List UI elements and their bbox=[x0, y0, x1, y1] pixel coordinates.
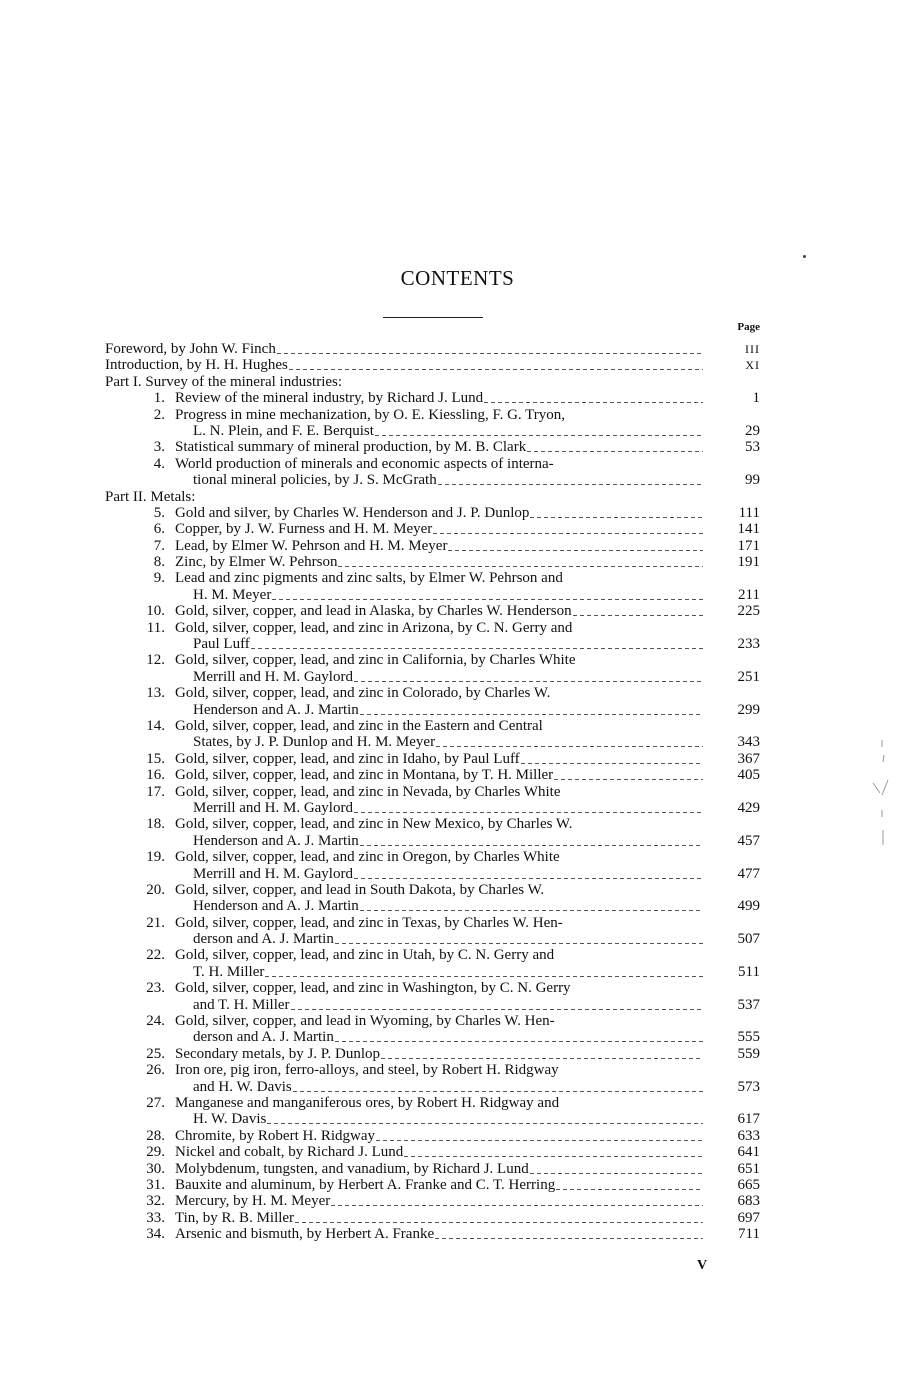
toc-row bbox=[0, 997, 915, 1013]
toc-row bbox=[0, 603, 915, 619]
entry-title[interactable]: Zinc, by Elmer W. Pehrson bbox=[175, 554, 338, 571]
toc-row bbox=[0, 849, 915, 865]
toc-row bbox=[0, 390, 915, 406]
entry-line[interactable] bbox=[193, 587, 703, 603]
entry-title[interactable]: Copper, by J. W. Furness and H. M. Meyer bbox=[175, 521, 433, 538]
entry-title[interactable]: Secondary metals, by J. P. Dunlop bbox=[175, 1045, 380, 1062]
leader-dots bbox=[272, 587, 703, 603]
toc-row bbox=[0, 915, 915, 931]
entry-title[interactable]: Henderson and A. J. Martin bbox=[193, 898, 359, 915]
entry-line[interactable] bbox=[175, 1210, 703, 1226]
entry-title[interactable]: Gold, silver, copper, lead, and zinc in Utah, by C. N. Gerry and bbox=[175, 947, 555, 964]
ink-speck bbox=[803, 255, 806, 258]
entry-number: 20. bbox=[146, 881, 165, 898]
toc-row bbox=[0, 489, 915, 505]
page-number[interactable]: 683 bbox=[737, 1193, 760, 1210]
entry-number: 23. bbox=[146, 980, 165, 997]
leader-dots bbox=[293, 1079, 703, 1095]
page-number[interactable]: 1 bbox=[752, 390, 760, 407]
toc-row bbox=[0, 1177, 915, 1193]
toc-row bbox=[0, 800, 915, 816]
page-number[interactable]: 665 bbox=[737, 1176, 760, 1193]
entry-title[interactable]: Progress in mine mechanization, by O. E. Kiessling, F. G. Tryon, bbox=[175, 406, 566, 423]
entry-title[interactable]: Statistical summary of mineral production, by M. B. Clark bbox=[175, 439, 527, 456]
entry-number: 24. bbox=[146, 1013, 165, 1030]
entry-line[interactable] bbox=[175, 1128, 703, 1144]
entry-line[interactable] bbox=[193, 931, 703, 947]
entry-number: 18. bbox=[146, 816, 165, 833]
page-number[interactable]: 29 bbox=[745, 422, 760, 439]
toc-row bbox=[0, 1128, 915, 1144]
entry-line[interactable] bbox=[175, 521, 703, 537]
page-title: CONTENTS bbox=[400, 266, 515, 290]
entry-number: 6. bbox=[153, 521, 165, 538]
entry-line[interactable] bbox=[175, 554, 703, 570]
entry-line[interactable] bbox=[175, 439, 703, 455]
page-number[interactable]: 225 bbox=[737, 603, 760, 620]
entry-line[interactable] bbox=[193, 734, 703, 750]
leader-dots bbox=[436, 734, 703, 750]
toc-row bbox=[0, 505, 915, 521]
entry-line[interactable] bbox=[193, 800, 703, 816]
toc-row bbox=[0, 570, 915, 586]
entry-number: 4. bbox=[153, 455, 165, 472]
entry-title[interactable]: Gold, silver, copper, lead, and zinc in Montana, by T. H. Miller bbox=[175, 767, 554, 784]
page-column-header: Page bbox=[737, 321, 760, 333]
entry-title[interactable]: Lead and zinc pigments and zinc salts, by Elmer W. Pehrson and bbox=[175, 570, 563, 587]
entry-title[interactable]: Gold, silver, copper, lead, and zinc in New Mexico, by Charles W. bbox=[175, 816, 573, 833]
entry-title[interactable]: Introduction, by H. H. Hughes bbox=[105, 357, 288, 374]
entry-title[interactable]: and H. W. Davis bbox=[193, 1078, 292, 1095]
entry-line[interactable] bbox=[193, 1029, 703, 1045]
toc-list bbox=[0, 341, 915, 1242]
entry-line[interactable] bbox=[193, 997, 703, 1013]
entry-number: 33. bbox=[146, 1209, 165, 1226]
entry-line[interactable] bbox=[175, 505, 703, 521]
leader-dots bbox=[354, 669, 703, 685]
entry-number: 11. bbox=[146, 619, 165, 636]
toc-row bbox=[0, 521, 915, 537]
toc-row bbox=[0, 1095, 915, 1111]
leader-dots bbox=[530, 1161, 703, 1177]
page-number[interactable]: 141 bbox=[737, 521, 760, 538]
page-number[interactable]: 641 bbox=[737, 1144, 760, 1161]
entry-number: 9. bbox=[153, 570, 165, 587]
leader-dots bbox=[381, 1046, 703, 1062]
entry-number: 15. bbox=[146, 750, 165, 767]
page-number[interactable]: 251 bbox=[737, 668, 760, 685]
entry-title[interactable]: tional mineral policies, by J. S. McGrath bbox=[193, 472, 437, 489]
page-number[interactable]: 555 bbox=[737, 1029, 760, 1046]
entry-line[interactable] bbox=[193, 964, 703, 980]
entry-line[interactable] bbox=[175, 538, 703, 554]
toc-row bbox=[0, 964, 915, 980]
page-number[interactable]: 367 bbox=[737, 750, 760, 767]
entry-number: 8. bbox=[153, 554, 165, 571]
entry-title[interactable]: Gold, silver, copper, and lead in Wyoming, by Charles W. Hen- bbox=[175, 1013, 555, 1030]
entry-line[interactable] bbox=[175, 1193, 703, 1209]
entry-title[interactable]: Gold, silver, copper, lead, and zinc in Oregon, by Charles White bbox=[175, 849, 560, 866]
entry-title[interactable]: T. H. Miller bbox=[193, 963, 265, 980]
entry-number: 27. bbox=[146, 1094, 165, 1111]
entry-title[interactable]: Chromite, by Robert H. Ridgway bbox=[175, 1127, 375, 1144]
toc-row bbox=[0, 341, 915, 357]
entry-title[interactable]: Iron ore, pig iron, ferro-alloys, and steel, by Robert H. Ridgway bbox=[175, 1062, 559, 1079]
entry-number: 12. bbox=[146, 652, 165, 669]
page-number[interactable]: 651 bbox=[737, 1160, 760, 1177]
entry-number: 26. bbox=[146, 1062, 165, 1079]
toc-row bbox=[0, 456, 915, 472]
toc-row bbox=[0, 587, 915, 603]
leader-dots bbox=[521, 751, 703, 767]
page-number[interactable]: 111 bbox=[738, 504, 760, 521]
page-number[interactable]: 537 bbox=[737, 996, 760, 1013]
leader-dots bbox=[375, 423, 703, 439]
leader-dots bbox=[360, 702, 703, 718]
entry-line[interactable] bbox=[175, 767, 703, 783]
entry-title[interactable]: Review of the mineral industry, by Richard J. Lund bbox=[175, 390, 484, 407]
toc-row bbox=[0, 1210, 915, 1226]
toc-row bbox=[0, 669, 915, 685]
page-number[interactable]: 299 bbox=[737, 701, 760, 718]
leader-dots bbox=[556, 1177, 703, 1193]
entry-number: 1. bbox=[153, 390, 165, 407]
entry-title[interactable]: Gold, silver, copper, lead, and zinc in the Eastern and Central bbox=[175, 717, 543, 734]
toc-row bbox=[0, 357, 915, 373]
leader-dots bbox=[433, 521, 703, 537]
part-heading: Part II. Metals: bbox=[105, 488, 196, 505]
entry-title[interactable]: Merrill and H. M. Gaylord bbox=[193, 865, 353, 882]
toc-row bbox=[0, 1226, 915, 1242]
page-number[interactable]: 499 bbox=[737, 898, 760, 915]
leader-dots bbox=[335, 1029, 703, 1045]
leader-dots bbox=[360, 898, 703, 914]
leader-dots bbox=[335, 931, 703, 947]
page-number[interactable]: 191 bbox=[737, 554, 760, 571]
entry-line[interactable] bbox=[193, 898, 703, 914]
page-number[interactable]: 171 bbox=[737, 537, 760, 554]
leader-dots bbox=[438, 472, 703, 488]
entry-title[interactable]: L. N. Plein, and F. E. Berquist bbox=[193, 422, 374, 439]
entry-line[interactable] bbox=[105, 357, 703, 373]
entry-line[interactable] bbox=[175, 603, 703, 619]
page-folio: V bbox=[696, 1258, 708, 1273]
entry-line[interactable] bbox=[193, 423, 703, 439]
toc-row bbox=[0, 472, 915, 488]
leader-dots bbox=[251, 636, 703, 652]
entry-line[interactable] bbox=[193, 472, 703, 488]
leader-dots bbox=[484, 390, 703, 406]
entry-line[interactable] bbox=[175, 1177, 703, 1193]
entry-title[interactable]: derson and A. J. Martin bbox=[193, 1029, 334, 1046]
page-number[interactable]: III bbox=[745, 342, 760, 356]
entry-line[interactable] bbox=[175, 1161, 703, 1177]
entry-title[interactable]: Gold, silver, copper, and lead in Alaska, by Charles W. Henderson bbox=[175, 603, 572, 620]
entry-title[interactable]: Tin, by R. B. Miller bbox=[175, 1209, 295, 1226]
leader-dots bbox=[554, 767, 703, 783]
page-number[interactable]: 477 bbox=[737, 865, 760, 882]
entry-line[interactable] bbox=[175, 1046, 703, 1062]
title-rule bbox=[383, 317, 483, 318]
toc-row bbox=[0, 1029, 915, 1045]
entry-title[interactable]: Gold and silver, by Charles W. Henderson and J. P. Dunlop bbox=[175, 504, 530, 521]
toc-row bbox=[0, 1013, 915, 1029]
page-number[interactable]: XI bbox=[745, 358, 760, 373]
entry-title[interactable]: H. M. Meyer bbox=[193, 586, 272, 603]
entry-title[interactable]: and T. H. Miller bbox=[193, 996, 290, 1013]
entry-title[interactable]: Gold, silver, copper, lead, and zinc in Colorado, by Charles W. bbox=[175, 685, 551, 702]
leader-dots bbox=[295, 1210, 703, 1226]
entry-number: 13. bbox=[146, 685, 165, 702]
entry-title[interactable]: Gold, silver, copper, lead, and zinc in Washington, by C. N. Gerry bbox=[175, 980, 571, 997]
entry-number: 34. bbox=[146, 1226, 165, 1243]
entry-number: 28. bbox=[146, 1127, 165, 1144]
leader-dots bbox=[354, 800, 703, 816]
entry-title[interactable]: H. W. Davis bbox=[193, 1111, 267, 1128]
margin-marks bbox=[868, 735, 898, 850]
page-number[interactable]: 429 bbox=[737, 799, 760, 816]
toc-row bbox=[0, 620, 915, 636]
entry-title[interactable]: Bauxite and aluminum, by Herbert A. Franke and C. T. Herring bbox=[175, 1176, 556, 1193]
leader-dots bbox=[530, 505, 703, 521]
entry-title[interactable]: Henderson and A. J. Martin bbox=[193, 701, 359, 718]
toc-row bbox=[0, 1111, 915, 1127]
toc-row bbox=[0, 554, 915, 570]
toc-row bbox=[0, 407, 915, 423]
entry-number: 17. bbox=[146, 783, 165, 800]
page-number[interactable]: 99 bbox=[745, 472, 760, 489]
toc-row bbox=[0, 636, 915, 652]
toc-row bbox=[0, 439, 915, 455]
toc-row bbox=[0, 866, 915, 882]
entry-title[interactable]: Gold, silver, copper, lead, and zinc in California, by Charles White bbox=[175, 652, 576, 669]
entry-number: 22. bbox=[146, 947, 165, 964]
toc-row bbox=[0, 898, 915, 914]
leader-dots bbox=[360, 833, 703, 849]
entry-line[interactable] bbox=[193, 702, 703, 718]
entry-number: 25. bbox=[146, 1045, 165, 1062]
entry-number: 5. bbox=[153, 504, 165, 521]
toc-row bbox=[0, 734, 915, 750]
entry-title[interactable]: Foreword, by John W. Finch bbox=[105, 341, 276, 357]
page-number[interactable]: 697 bbox=[737, 1209, 760, 1226]
toc-row bbox=[0, 980, 915, 996]
leader-dots bbox=[289, 357, 703, 373]
page-number[interactable]: 405 bbox=[737, 767, 760, 784]
toc-row bbox=[0, 1046, 915, 1062]
toc-row bbox=[0, 423, 915, 439]
entry-line[interactable] bbox=[175, 1226, 703, 1242]
entry-line[interactable] bbox=[105, 341, 703, 357]
toc-row bbox=[0, 685, 915, 701]
entry-title[interactable]: Merrill and H. M. Gaylord bbox=[193, 668, 353, 685]
toc-row bbox=[0, 784, 915, 800]
entry-number: 30. bbox=[146, 1160, 165, 1177]
entry-line[interactable] bbox=[193, 1111, 703, 1127]
entry-title[interactable]: Molybdenum, tungsten, and vanadium, by Richard J. Lund bbox=[175, 1160, 529, 1177]
page-number[interactable]: 559 bbox=[737, 1045, 760, 1062]
toc-row bbox=[0, 374, 915, 390]
page-number[interactable]: 233 bbox=[737, 636, 760, 653]
entry-number: 14. bbox=[146, 717, 165, 734]
entry-title[interactable]: Gold, silver, copper, lead, and zinc in Nevada, by Charles White bbox=[175, 783, 561, 800]
entry-title[interactable]: Mercury, by H. M. Meyer bbox=[175, 1193, 331, 1210]
entry-title[interactable]: Gold, silver, copper, lead, and zinc in Texas, by Charles W. Hen- bbox=[175, 914, 563, 931]
entry-title[interactable]: Nickel and cobalt, by Richard J. Lund bbox=[175, 1144, 404, 1161]
leader-dots bbox=[338, 554, 703, 570]
toc-row bbox=[0, 751, 915, 767]
entry-line[interactable] bbox=[193, 833, 703, 849]
toc-row bbox=[0, 1079, 915, 1095]
entry-line[interactable] bbox=[175, 390, 703, 406]
page-number[interactable]: 511 bbox=[738, 963, 760, 980]
page-number[interactable]: 343 bbox=[737, 734, 760, 751]
entry-number: 32. bbox=[146, 1193, 165, 1210]
leader-dots bbox=[277, 341, 703, 357]
toc-row bbox=[0, 718, 915, 734]
entry-line[interactable] bbox=[175, 1144, 703, 1160]
leader-dots bbox=[354, 866, 703, 882]
leader-dots bbox=[404, 1144, 703, 1160]
entry-title[interactable]: Gold, silver, copper, lead, and zinc in Idaho, by Paul Luff bbox=[175, 750, 520, 767]
toc-row bbox=[0, 652, 915, 668]
entry-title[interactable]: Manganese and manganiferous ores, by Robert H. Ridgway and bbox=[175, 1094, 560, 1111]
entry-title[interactable]: Gold, silver, copper, lead, and zinc in Arizona, by C. N. Gerry and bbox=[175, 619, 573, 636]
leader-dots bbox=[573, 603, 703, 619]
toc-row bbox=[0, 1193, 915, 1209]
leader-dots bbox=[527, 439, 703, 455]
entry-title[interactable]: Merrill and H. M. Gaylord bbox=[193, 799, 353, 816]
entry-number: 2. bbox=[153, 406, 165, 423]
entry-number: 19. bbox=[146, 849, 165, 866]
toc-row bbox=[0, 702, 915, 718]
entry-number: 29. bbox=[146, 1144, 165, 1161]
toc-row bbox=[0, 1062, 915, 1078]
toc-row bbox=[0, 1144, 915, 1160]
entry-number: 21. bbox=[146, 914, 165, 931]
entry-title[interactable]: Henderson and A. J. Martin bbox=[193, 832, 359, 849]
toc-row bbox=[0, 947, 915, 963]
entry-title[interactable]: Gold, silver, copper, and lead in South Dakota, by Charles W. bbox=[175, 881, 545, 898]
entry-number: 31. bbox=[146, 1176, 165, 1193]
toc-row bbox=[0, 767, 915, 783]
page-number[interactable]: 633 bbox=[737, 1127, 760, 1144]
leader-dots bbox=[448, 538, 703, 554]
page-number[interactable]: 457 bbox=[737, 832, 760, 849]
entry-number: 3. bbox=[153, 439, 165, 456]
page-number[interactable]: 711 bbox=[738, 1226, 760, 1243]
entry-line[interactable] bbox=[193, 636, 703, 652]
entry-title[interactable]: Paul Luff bbox=[193, 636, 250, 653]
toc-row bbox=[0, 882, 915, 898]
leader-dots bbox=[265, 964, 703, 980]
toc-row bbox=[0, 833, 915, 849]
entry-number: 16. bbox=[146, 767, 165, 784]
entry-line[interactable] bbox=[193, 669, 703, 685]
leader-dots bbox=[331, 1193, 703, 1209]
entry-number: 10. bbox=[146, 603, 165, 620]
page-number[interactable]: 617 bbox=[737, 1111, 760, 1128]
leader-dots bbox=[291, 997, 703, 1013]
entry-title[interactable]: Lead, by Elmer W. Pehrson and H. M. Meyer bbox=[175, 537, 448, 554]
toc-row bbox=[0, 816, 915, 832]
leader-dots bbox=[435, 1226, 703, 1242]
page-number[interactable]: 573 bbox=[737, 1078, 760, 1095]
entry-line[interactable] bbox=[175, 751, 703, 767]
leader-dots bbox=[376, 1128, 703, 1144]
toc-row bbox=[0, 538, 915, 554]
entry-title[interactable]: World production of minerals and economic aspects of interna- bbox=[175, 455, 554, 472]
toc-row bbox=[0, 1161, 915, 1177]
part-heading: Part I. Survey of the mineral industries: bbox=[105, 373, 343, 390]
leader-dots bbox=[267, 1111, 703, 1127]
entry-line[interactable] bbox=[193, 1079, 703, 1095]
page-number[interactable]: 211 bbox=[738, 586, 760, 603]
entry-title[interactable]: Arsenic and bismuth, by Herbert A. Franke bbox=[175, 1226, 435, 1243]
page-number[interactable]: 53 bbox=[745, 439, 760, 456]
entry-line[interactable] bbox=[193, 866, 703, 882]
entry-title[interactable]: derson and A. J. Martin bbox=[193, 931, 334, 948]
toc-row bbox=[0, 931, 915, 947]
page-number[interactable]: 507 bbox=[737, 931, 760, 948]
entry-title[interactable]: States, by J. P. Dunlop and H. M. Meyer bbox=[193, 734, 436, 751]
entry-number: 7. bbox=[153, 537, 165, 554]
